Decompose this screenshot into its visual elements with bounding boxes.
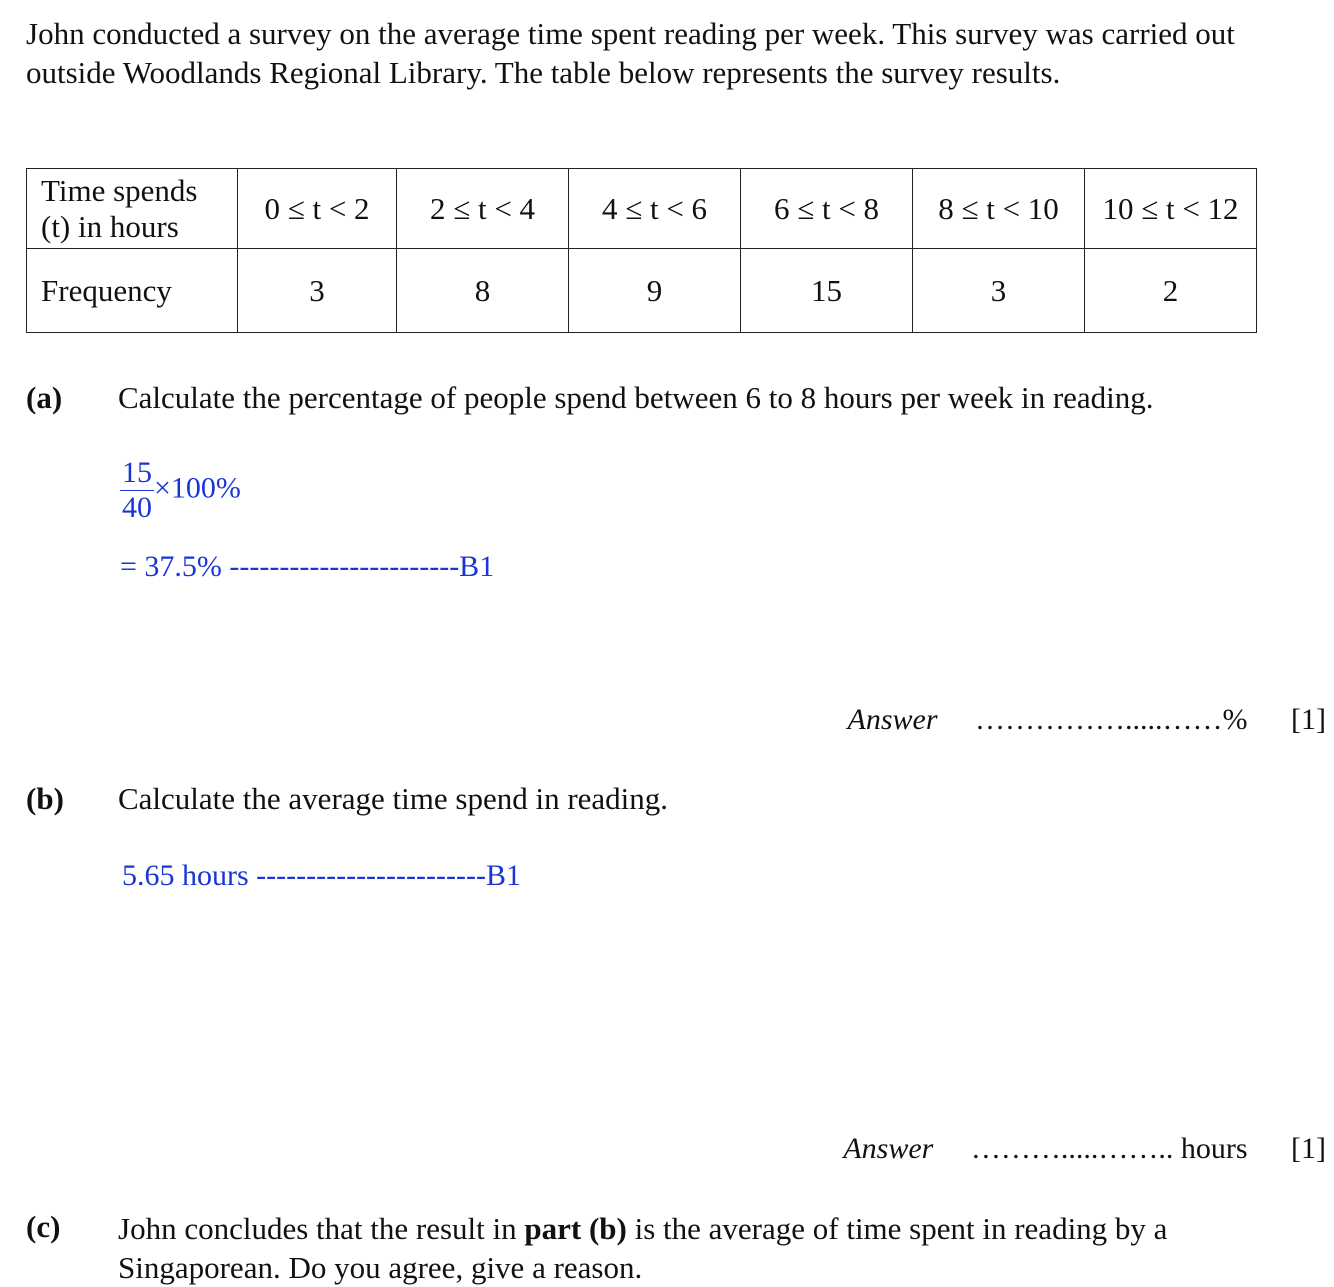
part-a-result: = 37.5% -----------------------B1 (120, 550, 495, 583)
part-c-question (118, 1209, 1268, 1287)
part-c-text-before: John concludes that the result in (118, 1211, 525, 1246)
header-line-1: Time spends (41, 172, 198, 208)
answer-line: ……….....…….. hours (970, 1132, 1248, 1165)
part-c-bold: part (b) (524, 1211, 627, 1246)
marks: [1] (1291, 1132, 1326, 1165)
interval-cell: 10 ≤ t < 12 (1085, 169, 1257, 249)
table-row (27, 249, 1257, 333)
part-b-question: Calculate the average time spend in reading. (118, 781, 669, 816)
fraction-multiplier: ×100% (154, 471, 241, 505)
intro-text: John conducted a survey on the average time spent reading per week. This survey was carried out outside Woodlands Regional Library. The table below represents the survey results. (26, 16, 1235, 90)
part-a-question: Calculate the percentage of people spend between 6 to 8 hours per week in reading. (118, 380, 1154, 415)
interval-cell: 0 ≤ t < 2 (238, 169, 397, 249)
part-b-answer-row (843, 1132, 1326, 1166)
answer-label: Answer (847, 703, 938, 736)
part-a-answer-row (848, 703, 1326, 737)
fraction (120, 456, 154, 525)
frequency-cell: 9 (569, 249, 741, 333)
part-a-working (120, 456, 241, 525)
frequency-cell: 8 (397, 249, 569, 333)
frequency-cell: 15 (741, 249, 913, 333)
part-a-label: (a) (26, 380, 63, 415)
part-c-text-after: is the average of time spent in reading by a Singaporean. Do you agree, give a reason. (118, 1211, 1168, 1285)
interval-cell: 6 ≤ t < 8 (741, 169, 913, 249)
part-b-label: (b) (26, 781, 64, 816)
frequency-cell: 3 (238, 249, 397, 333)
header-line-2: (t) in hours (41, 208, 179, 244)
frequency-table (26, 168, 1257, 333)
marks: [1] (1291, 703, 1326, 736)
fraction-denominator: 40 (122, 491, 152, 524)
interval-cell: 4 ≤ t < 6 (569, 169, 741, 249)
table-header-time (27, 169, 238, 249)
fraction-numerator: 15 (122, 456, 152, 489)
frequency-label: Frequency (27, 249, 238, 333)
answer-label: Answer (843, 1132, 934, 1165)
part-c-label: (c) (26, 1209, 61, 1244)
frequency-cell: 3 (913, 249, 1085, 333)
interval-cell: 2 ≤ t < 4 (397, 169, 569, 249)
answer-line: …………….....……% (975, 703, 1248, 736)
part-b-result: 5.65 hours -----------------------B1 (122, 859, 521, 892)
table-row (27, 169, 1257, 249)
interval-cell: 8 ≤ t < 10 (913, 169, 1085, 249)
frequency-cell: 2 (1085, 249, 1257, 333)
